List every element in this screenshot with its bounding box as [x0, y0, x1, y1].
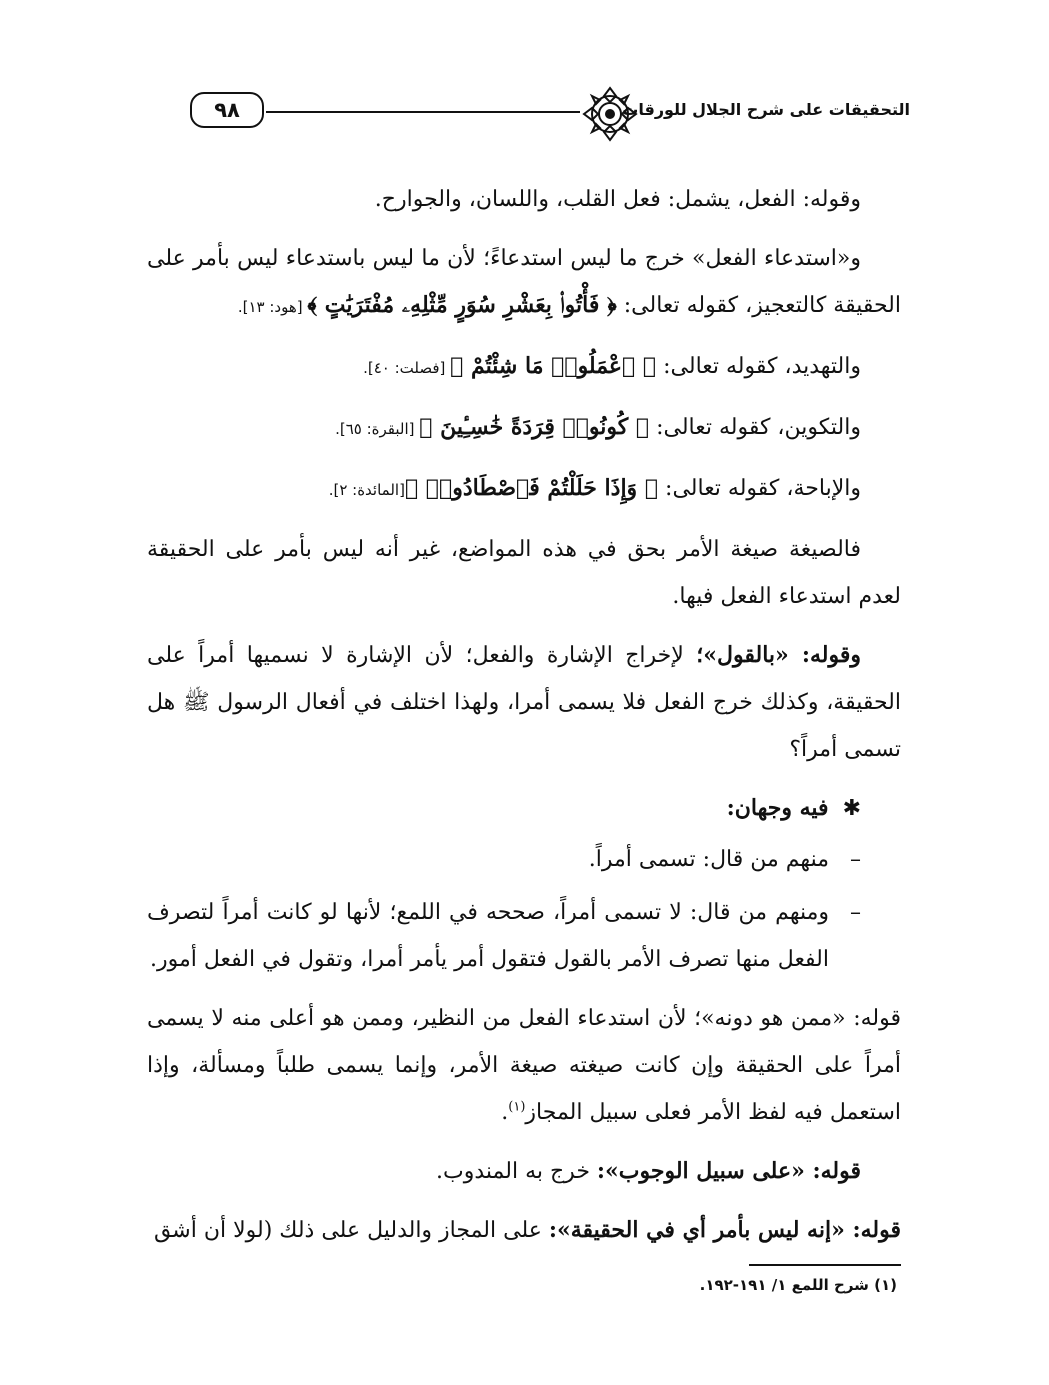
paragraph-text: والتهديد، كقوله تعالى: [656, 354, 861, 379]
dash-marker: – [850, 847, 861, 872]
asterisk-icon: ✱ [842, 796, 861, 821]
paragraph-tahdid [147, 343, 901, 392]
paragraph-takwin [147, 404, 901, 453]
list-item-text: ومنهم من قال: لا تسمى أمراً، صححه في اللمع؛ لأنها لو كانت أمراً لتصرف الفعل منها تصرف الأمر بالقول فتقول أمر يأمر أمرا، وتقول في الفعل أمور. [147, 900, 829, 972]
running-header [140, 78, 910, 148]
verse-reference: [هود: ١٣]. [237, 298, 308, 316]
main-text [147, 176, 901, 1266]
quran-verse: ﴿ كُونُوا۟ قِرَدَةً خَٰسِـِٔينَ ﴾ [419, 414, 650, 440]
ornament-icon [578, 82, 642, 146]
header-rule [266, 111, 580, 113]
quran-verse: ﴿ فَأْتُوا۟ بِعَشْرِ سُوَرٍ مِّثْلِهِۦ مُفْتَرَيَٰتٍ ﴾ [307, 292, 617, 318]
paragraph-text: على المجاز والدليل على ذلك (لولا أن أشق [153, 1218, 549, 1243]
paragraph-ibaha [147, 465, 901, 514]
paragraph-bil-qawl [147, 632, 901, 773]
verse-reference: [البقرة: ٦٥]. [335, 420, 420, 438]
paragraph-mimman-huwa-dunah [147, 995, 901, 1136]
paragraph-lead: قوله: «إنه ليس بأمر أي في الحقيقة»: [548, 1217, 901, 1243]
paragraph-lead: وقوله: «بالقول»؛ [696, 642, 861, 668]
quran-verse: ﴿ وَإِذَا حَلَلْتُمْ فَٱصْطَادُوا۟ ﴾ [404, 475, 659, 501]
paragraph-action-definition: وقوله: الفعل، يشمل: فعل القلب، واللسان، والجوارح. [374, 187, 861, 212]
dash-marker: – [850, 900, 861, 925]
list-item [147, 889, 901, 983]
bullet-heading-text: فيه وجهان: [726, 795, 829, 821]
quran-verse: ﴿ ٱعْمَلُوا۟ مَا شِئْتُمْ ﴾ [450, 353, 657, 379]
paragraph-text: قوله: «ممن هو دونه»؛ لأن استدعاء الفعل من النظير، وممن هو أعلى منه لا يسمى أمراً على الحقيقة وإن كانت صيغته صيغة الأمر، وإنما يسمى طلباً ومسألة، وإذا استعمل فيه لفظ الأمر فعلى سبيل المجاز [147, 1006, 901, 1125]
paragraph-istidaa [147, 235, 901, 331]
verse-reference: [المائدة: ٢]. [328, 481, 405, 499]
list-item [147, 836, 901, 883]
footnote: (١) شرح اللمع ١/ ١٩١-١٩٢. [699, 1276, 897, 1294]
paragraph-wujub [147, 1148, 901, 1195]
paragraph-laysa-bi-amr [147, 1207, 901, 1254]
paragraph-text: والتكوين، كقوله تعالى: [649, 415, 861, 440]
paragraph-text: خرج به المندوب. [436, 1159, 597, 1184]
paragraph-lead: قوله: «على سبيل الوجوب»: [596, 1158, 861, 1184]
paragraph-sigha: فالصيغة صيغة الأمر بحق في هذه المواضع، غير أنه ليس بأمر على الحقيقة لعدم استدعاء الفعل فيها. [147, 537, 901, 609]
paragraph-text: و«استدعاء الفعل» خرج ما ليس استدعاءً؛ لأن ما ليس باستدعاء ليس بأمر على [147, 246, 861, 271]
paragraph-text: لإخراج الإشارة والفعل؛ لأن الإشارة لا نسميها أمراً على الحقيقة، وكذلك خرج الفعل فلا يسمى أمرا، ولهذا اختلف في أفعال الرسول ﷺ هل تسمى أمراً؟ [147, 643, 901, 762]
footnote-rule [749, 1264, 901, 1266]
list-item-text: منهم من قال: تسمى أمراً. [588, 847, 829, 872]
page-number: ٩٨ [190, 92, 264, 128]
paragraph-text: والإباحة، كقوله تعالى: [658, 476, 861, 501]
paragraph-end: . [501, 1100, 509, 1125]
footnote-marker[interactable]: (١) [508, 1099, 526, 1115]
paragraph-text: الحقيقة كالتعجيز، كقوله تعالى: [616, 293, 901, 318]
verse-reference: [فصلت: ٤٠]. [363, 359, 451, 377]
book-title: التحقيقات على شرح الجلال للورقات [622, 100, 910, 119]
bullet-heading [147, 785, 901, 832]
